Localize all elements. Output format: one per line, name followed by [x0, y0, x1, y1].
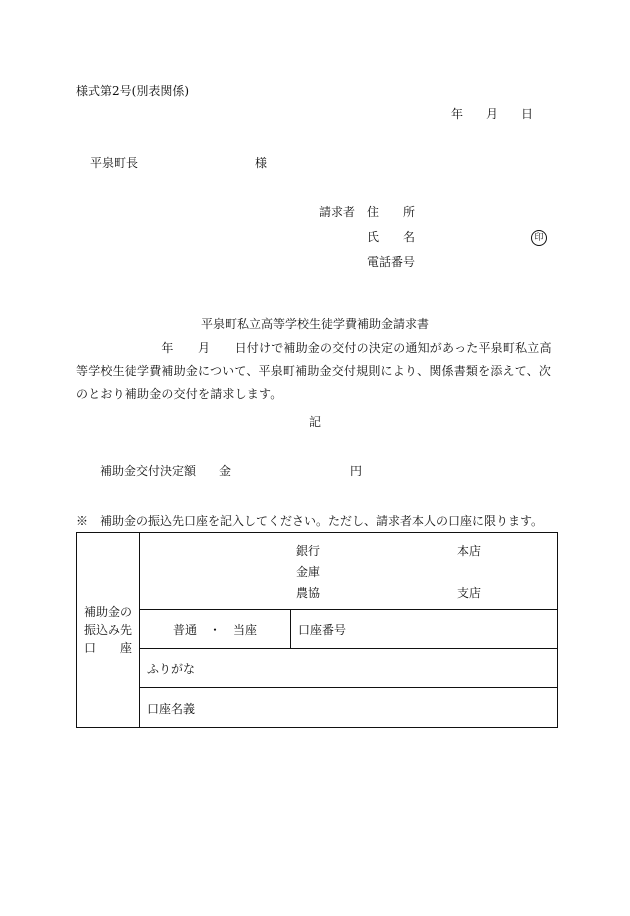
account-number-label: 口座番号: [298, 623, 347, 637]
date-day: 日: [521, 107, 534, 121]
main-branch-label: 本店: [457, 544, 482, 558]
account-note: ※ 補助金の振込先口座を記入してください。ただし、請求者本人の口座に限ります。: [76, 514, 544, 528]
shinkin-label: 金庫: [296, 565, 321, 579]
requester-name-label: 氏 名: [367, 230, 416, 244]
account-name-label: 口座名義: [147, 701, 196, 716]
request-body: 年 月 日付けで補助金の交付の決定の通知があった平泉町私立高等学校生徒学費補助金について、平泉町補助金交付規則により、関係書類を添えて、次のとおり補助金の交付を請求します。: [76, 341, 552, 401]
ki-mark: 記: [308, 415, 321, 429]
requester-phone-label: 電話番号: [367, 255, 416, 269]
transfer-account-label: 補助金の 振込み先 口 座: [77, 533, 140, 728]
nokyo-label: 農協: [296, 586, 321, 600]
furigana-cell[interactable]: [140, 649, 558, 688]
requester-address-label: 住 所: [367, 205, 416, 219]
branch-label: 支店: [457, 586, 482, 600]
amount-label: 補助金交付決定額: [100, 464, 197, 478]
account-type-label: 普通 ・ 当座: [173, 623, 258, 637]
document-title: 平泉町私立高等学校生徒学費補助金請求書: [200, 317, 429, 331]
date-year: 年: [451, 107, 464, 121]
requester-label: 請求者: [319, 205, 356, 219]
account-type-cell[interactable]: [140, 610, 291, 649]
addressee-honorific: 様: [255, 156, 268, 170]
bank-label: 銀行: [296, 544, 321, 558]
addressee-name: 平泉町長: [90, 156, 139, 170]
account-number-cell[interactable]: [291, 610, 558, 649]
bank-account-table: [76, 532, 558, 728]
form-number: 様式第2号(別表関係): [76, 84, 189, 98]
furigana-label: ふりがな: [147, 662, 196, 676]
amount-kin: 金: [219, 464, 232, 478]
amount-yen: 円: [350, 464, 363, 478]
account-name-cell[interactable]: [140, 688, 558, 728]
bank-name-cell[interactable]: [140, 533, 558, 610]
date-month: 月: [486, 107, 499, 121]
seal-mark: 印: [531, 230, 547, 246]
